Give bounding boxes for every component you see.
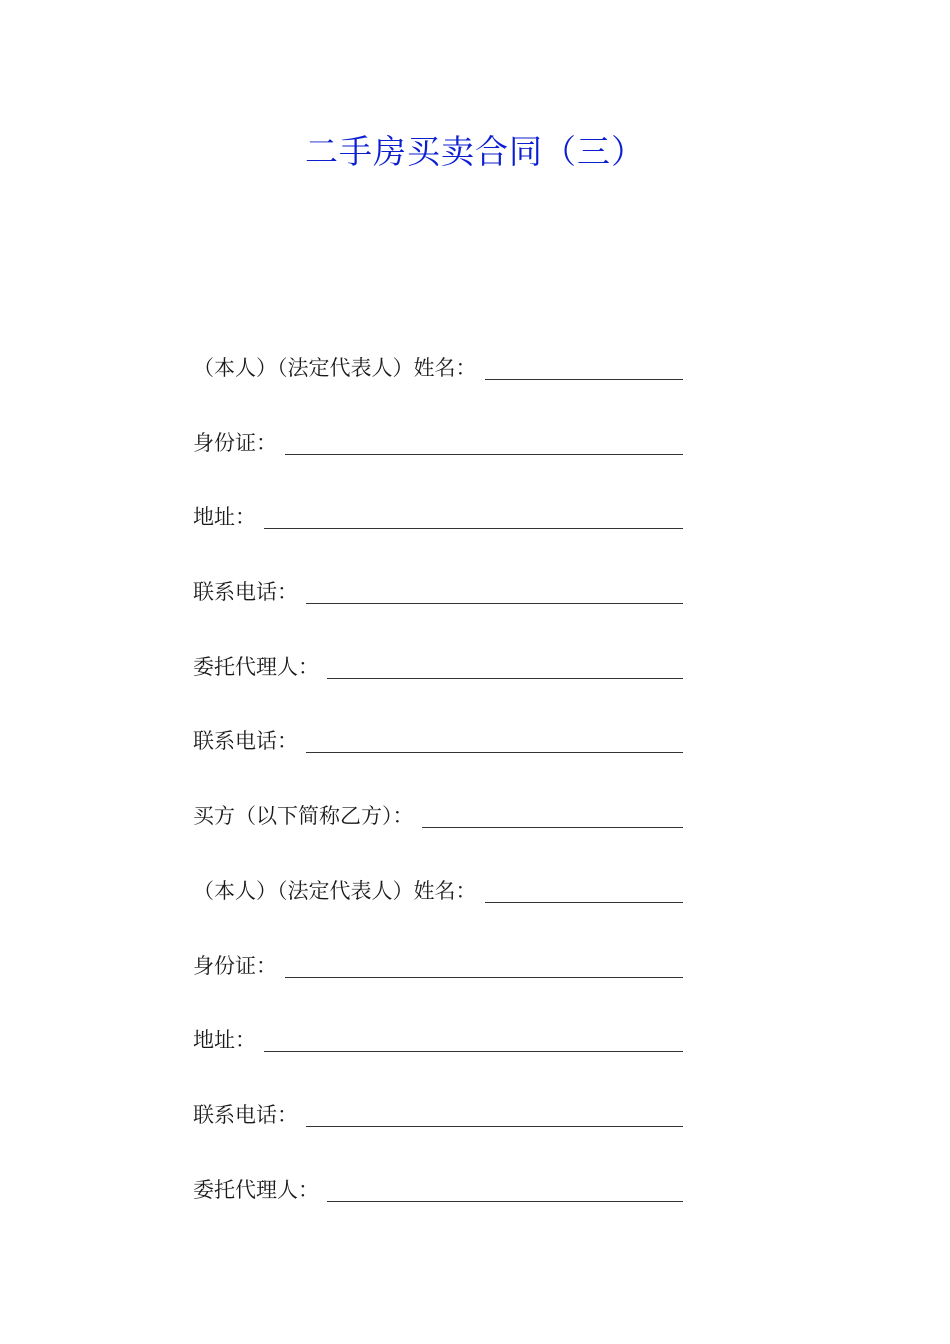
buyer-name-label: （本人）（法定代表人）姓名： [193, 878, 477, 903]
buyer-row [193, 788, 683, 836]
buyer-name-row [193, 863, 683, 911]
buyer-agent-label: 委托代理人： [193, 1177, 319, 1202]
buyer-blank-line [422, 826, 684, 828]
name-label: （本人）（法定代表人）姓名： [193, 356, 477, 380]
id-card-blank-line [285, 453, 683, 455]
buyer-address-blank-line [264, 1050, 683, 1052]
name-row [193, 340, 683, 388]
party-info-form [193, 340, 683, 1236]
buyer-phone-row [193, 1087, 683, 1135]
id-card-row [193, 415, 683, 463]
buyer-phone-blank-line [306, 1125, 683, 1127]
agent-blank-line [327, 677, 683, 679]
address-row [193, 489, 683, 537]
name-blank-line [485, 378, 684, 380]
agent-label: 委托代理人： [193, 654, 319, 679]
agent-phone-row [193, 713, 683, 761]
buyer-phone-label: 联系电话： [193, 1102, 298, 1127]
buyer-id-card-label: 身份证： [193, 953, 277, 978]
address-blank-line [264, 527, 683, 529]
buyer-agent-blank-line [327, 1200, 683, 1202]
buyer-address-label: 地址： [193, 1028, 256, 1053]
phone-row [193, 564, 683, 612]
address-label: 地址： [193, 505, 256, 530]
phone-label: 联系电话： [193, 580, 298, 605]
agent-phone-label: 联系电话： [193, 729, 298, 754]
buyer-id-card-row [193, 938, 683, 986]
agent-phone-blank-line [306, 751, 683, 753]
agent-row [193, 639, 683, 687]
buyer-id-card-blank-line [285, 976, 683, 978]
buyer-name-blank-line [485, 901, 684, 903]
buyer-agent-row [193, 1162, 683, 1210]
phone-blank-line [306, 602, 683, 604]
id-card-label: 身份证： [193, 430, 277, 455]
buyer-label: 买方（以下简称乙方）： [193, 804, 414, 829]
document-title: 二手房买卖合同（三） [305, 132, 645, 171]
buyer-address-row [193, 1012, 683, 1060]
